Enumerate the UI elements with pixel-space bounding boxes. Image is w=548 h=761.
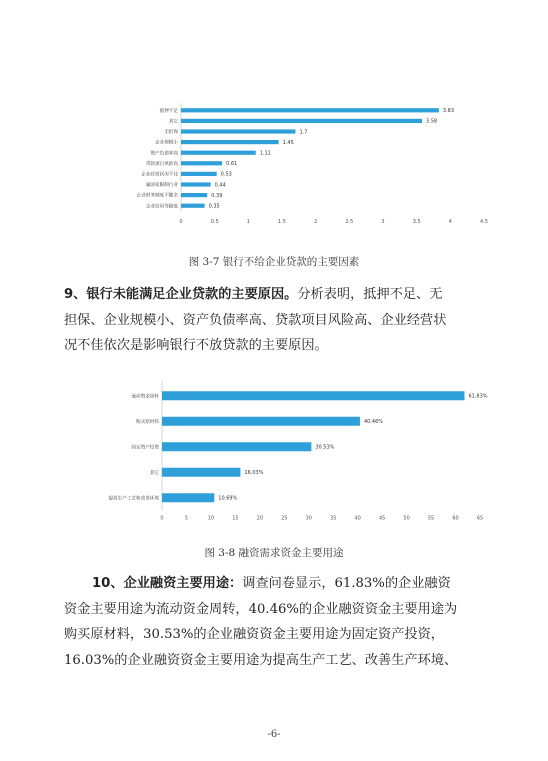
category-label: 其它 <box>168 119 178 125</box>
x-tick-label: 2 <box>314 219 318 225</box>
x-tick-label: 0.5 <box>210 219 219 225</box>
bar <box>181 182 211 186</box>
x-tick-label: 60 <box>452 515 459 522</box>
bar <box>181 140 279 144</box>
data-label: 1.11 <box>259 150 271 157</box>
paragraph-9-line: 担保、企业规模小、资产负债率高、贷款项目风险高、企业经营状 <box>64 312 447 328</box>
category-label: 流动资金周转 <box>131 394 159 400</box>
category-label: 资产负债率高 <box>150 151 178 157</box>
paragraph-10-line: 16.03%的企业融资资金主要用途为提高生产工艺、改善生产环境、 <box>64 652 458 668</box>
paragraph-10-line: 调查问卷显示，61.83%的企业融资 <box>242 576 451 591</box>
data-label: 3.83 <box>442 108 455 115</box>
category-label: 购买原材料 <box>136 419 159 425</box>
data-label: 10.69% <box>218 495 238 502</box>
bar <box>162 468 240 477</box>
x-tick-label: 5 <box>184 515 189 522</box>
x-tick-label: 0 <box>179 219 183 225</box>
bar <box>162 493 214 502</box>
paragraph-10 <box>64 571 512 673</box>
data-label: 30.53% <box>315 444 335 451</box>
data-label: 0.35 <box>208 203 220 210</box>
data-label: 40.46% <box>363 419 384 426</box>
x-tick-label: 55 <box>427 515 435 522</box>
x-tick-label: 3 <box>381 219 385 225</box>
category-label: 企业规模小 <box>155 140 178 146</box>
paragraph-10-heading: 10、企业融资主要用途： <box>92 576 243 591</box>
x-tick-label: 65 <box>476 515 484 522</box>
chart-financing-purposes-svg <box>0 380 548 520</box>
category-label: 提高生产工艺和改善环境 <box>108 496 159 502</box>
bar <box>181 129 295 133</box>
category-label: 固定资产投资 <box>131 445 159 451</box>
paragraph-9-heading: 9、银行未能满足企业贷款的主要原因。 <box>64 287 298 302</box>
data-label: 1.45 <box>282 139 294 146</box>
data-label: 0.44 <box>214 182 226 189</box>
category-label: 抵押不足 <box>159 108 178 114</box>
category-label: 属国家限制行业 <box>145 183 178 189</box>
paragraph-10-line: 资金主要用途为流动资金周转，40.46%的企业融资资金主要用途为 <box>64 601 458 617</box>
figure-caption-3-7: 图 3-7 银行不给企业贷款的主要因素 <box>188 256 360 268</box>
page-number: -6- <box>267 729 281 740</box>
data-label: 16.03% <box>244 470 264 477</box>
chart-loan-refusal-factors <box>0 95 548 235</box>
bar <box>162 391 464 400</box>
data-label: 0.53 <box>220 171 232 178</box>
data-label: 0.61 <box>226 161 238 168</box>
paragraph-9-line: 况不佳依次是影响银行不放贷款的主要原因。 <box>64 338 328 353</box>
category-label: 企业财务制度不健全 <box>136 193 178 199</box>
chart-loan-refusal-factors-svg <box>0 95 548 235</box>
category-label: 企业信用等级低 <box>145 204 178 210</box>
category-label: 其它 <box>149 470 159 476</box>
data-label: 1.7 <box>299 129 308 136</box>
bar <box>162 417 360 426</box>
category-label: 贷款项目风险高 <box>145 161 178 167</box>
x-tick-label: 1 <box>246 219 250 225</box>
x-tick-label: 35 <box>330 515 337 522</box>
category-label: 企业经营状况不佳 <box>141 172 178 178</box>
x-tick-label: 4 <box>448 219 452 225</box>
x-tick-label: 3.5 <box>412 219 421 225</box>
data-label: 0.39 <box>211 192 223 199</box>
x-tick-label: 2.5 <box>345 219 354 225</box>
data-label: 61.83% <box>468 393 488 400</box>
x-tick-label: 1.5 <box>278 219 286 225</box>
chart-financing-purposes <box>0 380 548 520</box>
paragraph-9 <box>64 282 512 359</box>
x-tick-label: 30 <box>305 515 312 522</box>
bar <box>181 172 217 176</box>
x-tick-label: 45 <box>378 515 386 522</box>
x-tick-label: 4.5 <box>480 219 488 225</box>
x-tick-label: 0 <box>160 515 164 522</box>
x-tick-label: 10 <box>207 515 215 522</box>
bar <box>181 151 256 155</box>
bar <box>181 161 222 165</box>
figure-caption-3-8: 图 3-8 融资需求资金主要用途 <box>204 547 344 559</box>
category-label: 无担保 <box>164 130 178 136</box>
bar <box>181 204 205 208</box>
paragraph-9-line: 分析表明，抵押不足、无 <box>297 287 443 302</box>
data-label: 3.58 <box>426 118 438 125</box>
x-tick-label: 50 <box>403 515 410 522</box>
bar <box>162 442 311 451</box>
paragraph-10-line: 购买原材料，30.53%的企业融资资金主要用途为固定资产投资， <box>64 627 444 642</box>
bar <box>181 193 207 197</box>
x-tick-label: 40 <box>354 515 361 522</box>
x-tick-label: 25 <box>281 515 288 522</box>
bar <box>181 108 439 112</box>
bar <box>181 119 422 123</box>
x-tick-label: 20 <box>256 515 264 522</box>
x-tick-label: 15 <box>232 515 239 522</box>
